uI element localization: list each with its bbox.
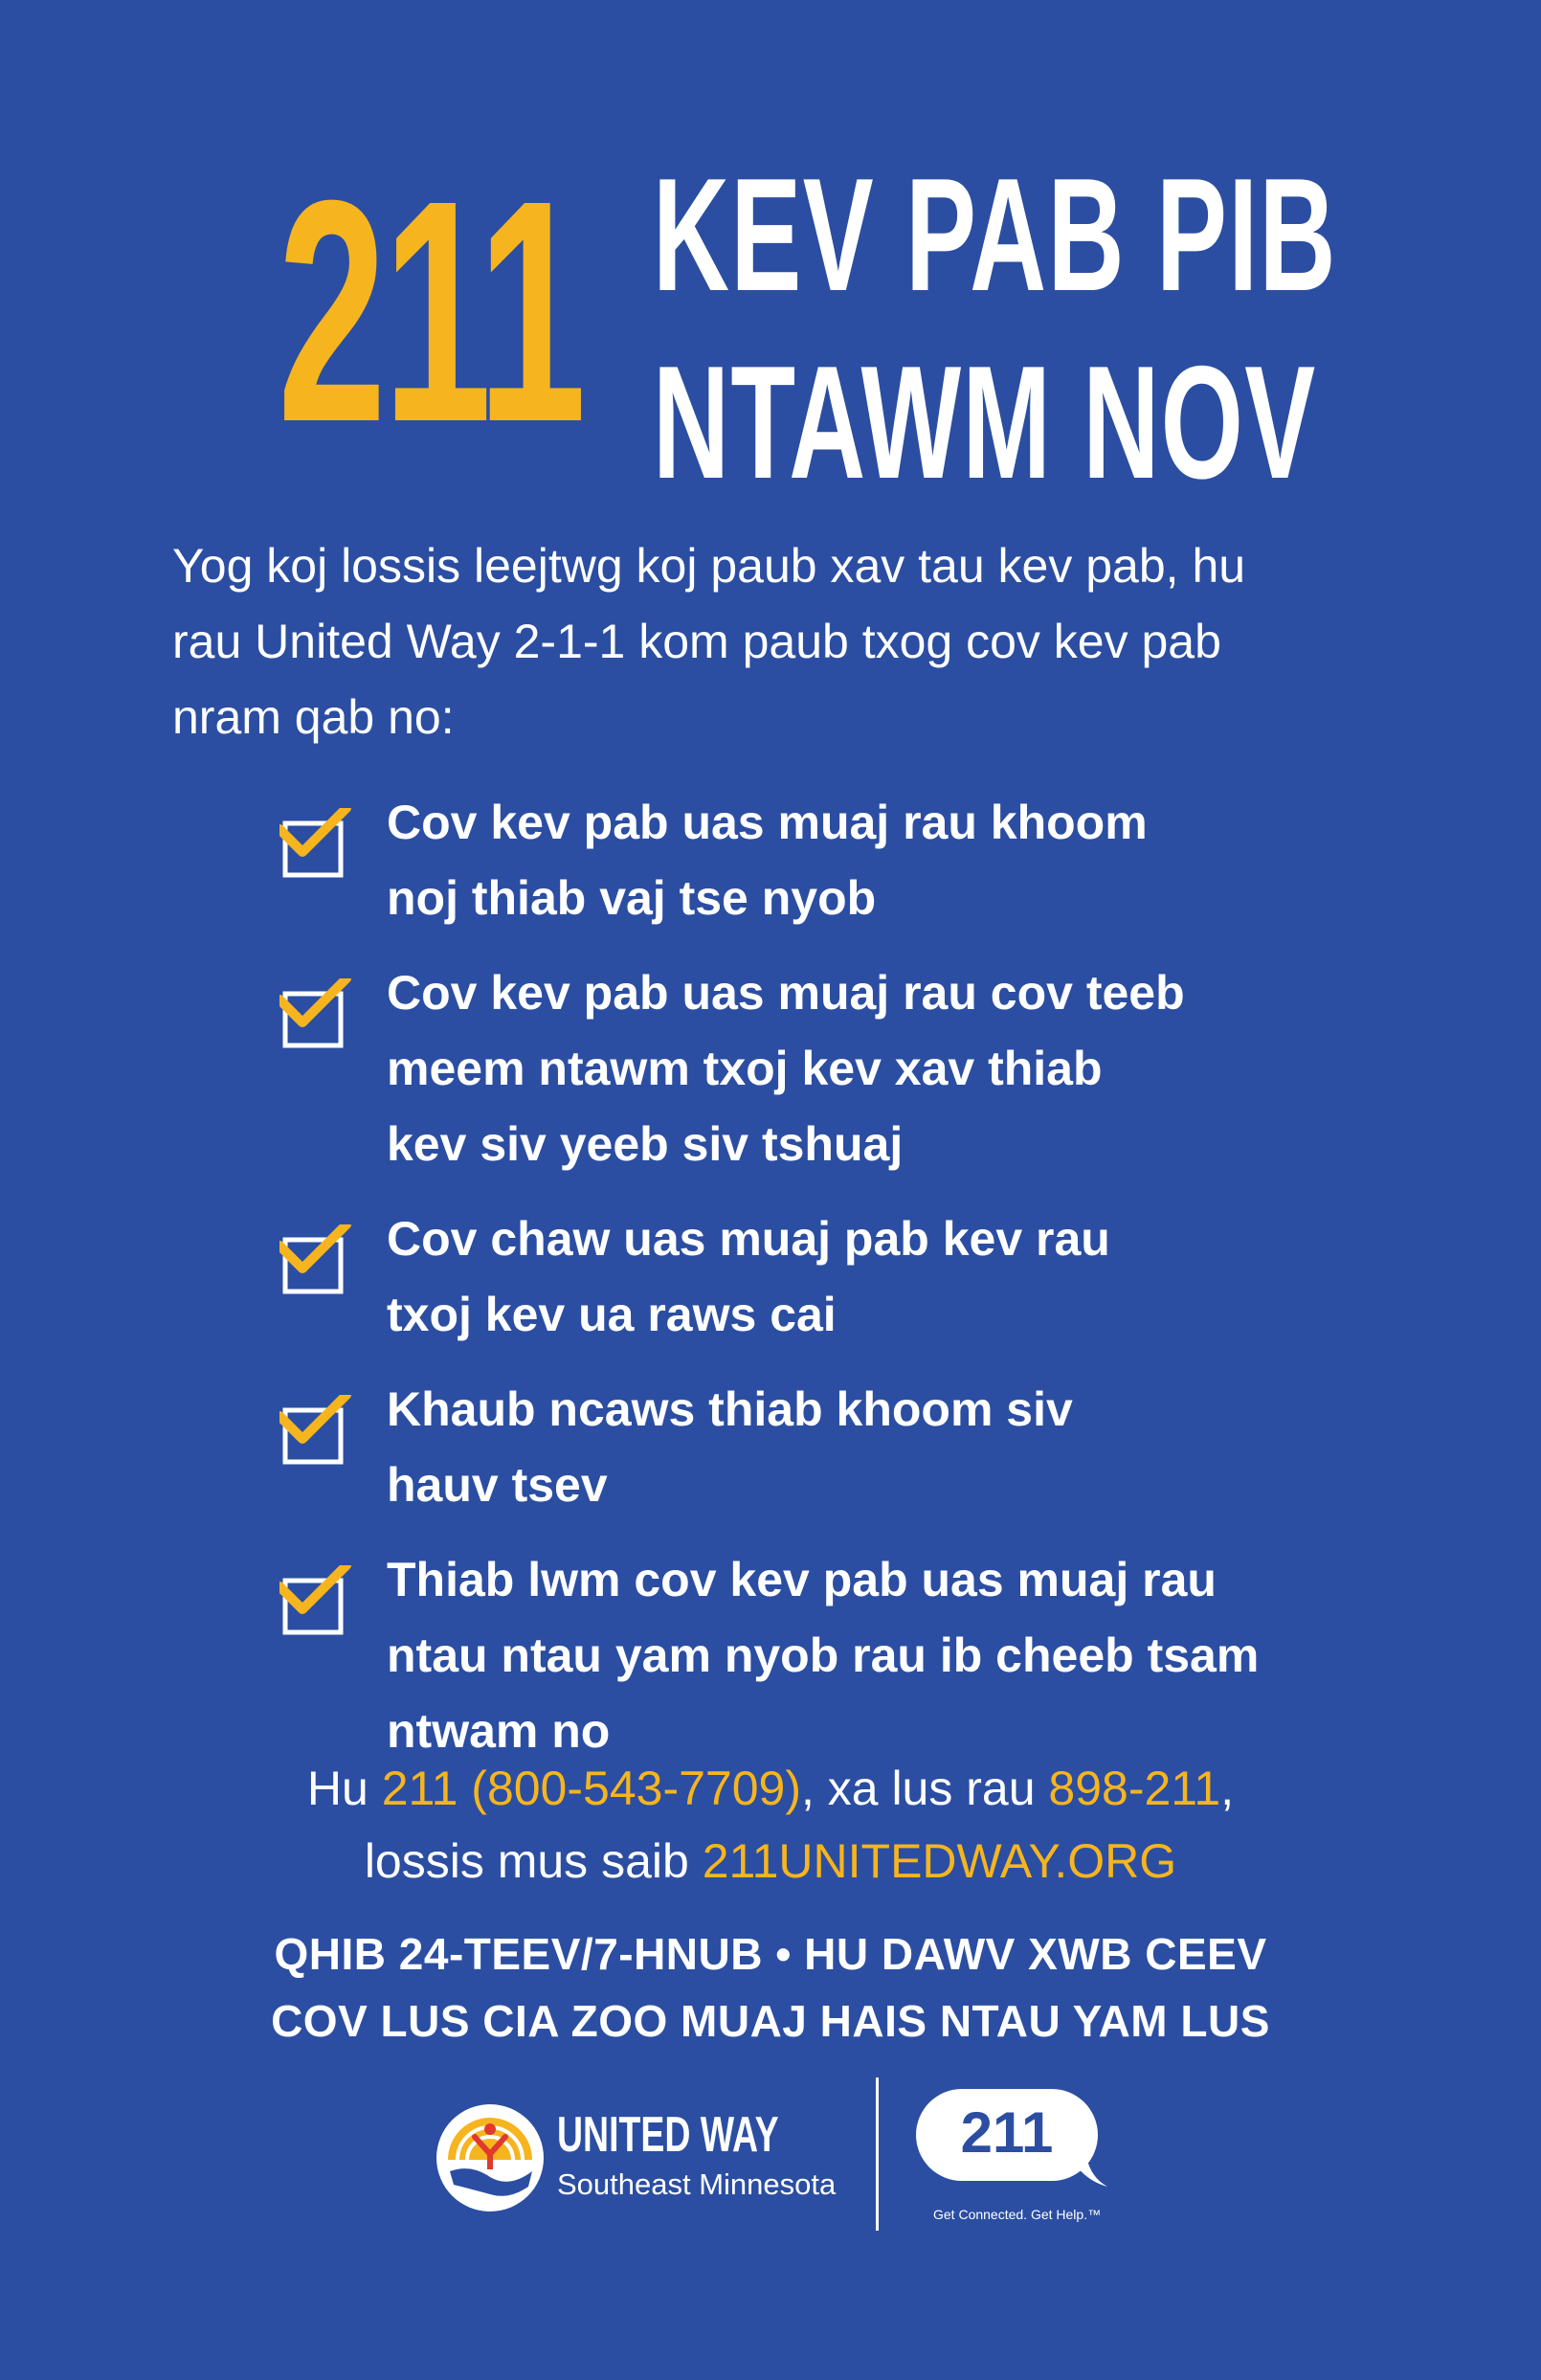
headline-line-1: KEV PAB PIB [653, 145, 1337, 325]
checklist-item-line: Thiab lwm cov kev pab uas muaj rau [387, 1553, 1217, 1606]
checklist-item [268, 1542, 1350, 1769]
intro-paragraph [172, 528, 1378, 755]
united-way-logo-icon [433, 2100, 547, 2215]
bubble-number: 211 [960, 2100, 1054, 2165]
services-checklist [268, 785, 1350, 1788]
checklist-item-line: kev siv yeeb siv tshuaj [387, 1117, 904, 1171]
availability-line: COV LUS CIA ZOO MUAJ HAIS NTAU YAM LUS [271, 1996, 1270, 2046]
checklist-item-line: hauv tsev [387, 1458, 608, 1512]
checklist-item-line: txoj kev ua raws cai [387, 1288, 837, 1341]
checkbox-checked-icon [279, 1565, 337, 1623]
united-way-subtitle: Southeast Minnesota [557, 2167, 837, 2201]
contact-call-label: Hu [306, 1762, 382, 1815]
flyer-header [278, 134, 1337, 512]
intro-line: Yog koj lossis leejtwg koj paub xav tau kev pab, hu [172, 539, 1246, 593]
intro-line: rau United Way 2-1-1 kom paub txog cov kev pab [172, 615, 1221, 668]
checklist-item-line: noj thiab vaj tse nyob [387, 871, 877, 925]
availability-notice [0, 1920, 1541, 2054]
checkbox-checked-icon [279, 808, 337, 865]
checklist-item-line: Cov chaw uas muaj pab kev rau [387, 1212, 1110, 1266]
headline-line-2: NTAWM NOV [653, 332, 1317, 512]
checkbox-checked-icon [279, 1395, 337, 1452]
footer-logos [0, 2077, 1541, 2231]
intro-line: nram qab no: [172, 690, 455, 744]
tagline: Get Connected. Get Help.™ [933, 2207, 1102, 2222]
checklist-item [268, 1372, 1350, 1523]
contact-line-2 [0, 1825, 1541, 1897]
availability-line: QHIB 24-TEEV/7-HNUB • HU DAWV XWB CEEV [274, 1929, 1267, 1979]
checklist-item-line: Khaub ncaws thiab khoom siv [387, 1382, 1073, 1436]
headline-number: 211 [278, 134, 583, 487]
logo-divider [876, 2077, 879, 2231]
checklist-item-line: meem ntawm txoj kev xav thiab [387, 1042, 1103, 1095]
checklist-item-line: ntau ntau yam nyob rau ib cheeb tsam [387, 1628, 1260, 1682]
checklist-item [268, 1201, 1350, 1353]
phone-number-link[interactable]: 211 (800-543-7709) [381, 1762, 801, 1815]
checkbox-checked-icon [279, 978, 337, 1036]
contact-text-label: , xa lus rau [800, 1762, 1049, 1815]
contact-line-1 [0, 1752, 1541, 1825]
contact-info [0, 1752, 1541, 1897]
contact-comma: , [1220, 1762, 1235, 1815]
contact-visit-label: lossis mus saib [364, 1834, 703, 1888]
checklist-item-line: Cov kev pab uas muaj rau khoom [387, 796, 1148, 849]
checklist-item [268, 785, 1350, 936]
checkbox-checked-icon [279, 1224, 337, 1282]
united-way-title: UNITED WAY [557, 2107, 779, 2163]
checklist-item [268, 955, 1350, 1182]
speech-bubble-icon [916, 2089, 1117, 2194]
text-number-link[interactable]: 898-211 [1048, 1762, 1221, 1815]
website-link[interactable]: 211UNITEDWAY.ORG [702, 1834, 1177, 1888]
checklist-item-line: ntwam no [387, 1704, 611, 1758]
checklist-item-line: Cov kev pab uas muaj rau cov teeb [387, 966, 1185, 1020]
